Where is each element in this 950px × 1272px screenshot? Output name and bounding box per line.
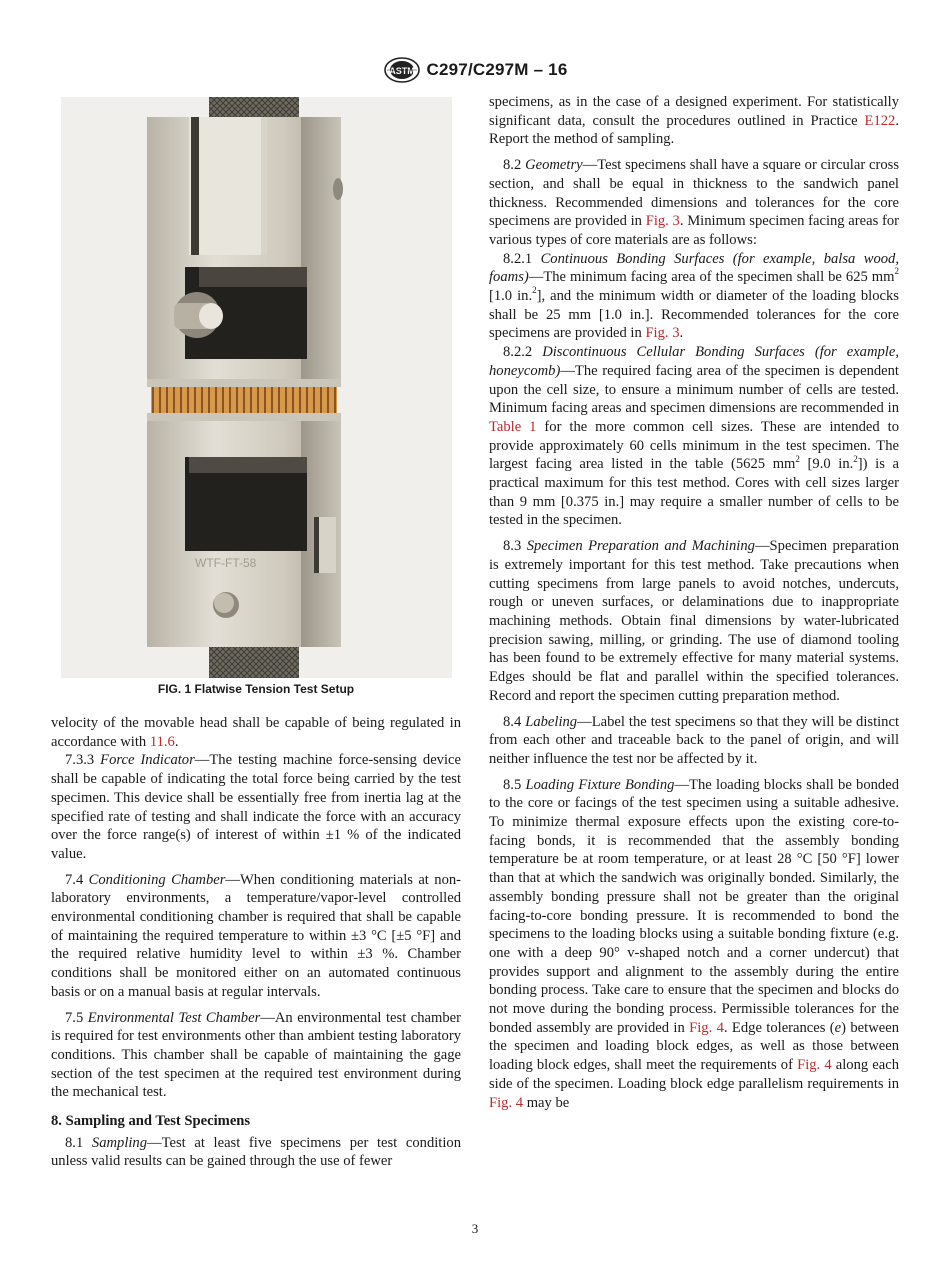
link-section-11-6[interactable]: 11.6 xyxy=(149,733,175,750)
standard-designation: C297/C297M – 16 xyxy=(426,60,568,79)
figure-1-photo xyxy=(61,97,452,678)
section-title: Loading Fixture Bonding xyxy=(525,776,675,793)
paragraph-text: —The required facing area of the specimen is dependent upon the cell size, to ensure a minimum number of cells are tested. Minimum facing areas and specimen dimensions are recommended in xyxy=(489,362,899,417)
paragraph-text: . Minimum specimen facing areas for various types of core materials are as follows: xyxy=(489,213,900,248)
right-column xyxy=(489,93,899,1112)
paragraph-text: —The testing machine force-sensing device shall be capable of indicating the total force being carried by the test specimen. This device shall be essentially free from inertia lag at the specified rate of testing and shall indicate the force with an accuracy over the force range(s) of interest of within ±1 % of the indicated value. xyxy=(51,752,461,862)
section-number: 7.4 xyxy=(65,871,89,888)
paragraph-text: —The loading blocks shall be bonded to the core or facings of the test specimen using a suitable adhesive. To minimize thermal exposure effects upon the existing core-to-facing bonds, it is recommended that the assembly bonding temperature be at room temperature, or at least 28 °C [50 °F] lower than that at which the sandwich was originally bonded. Similarly, the assembly bonding pressure shall not be greater than the original facing-to-core bonding pressure. It is recommended to bond the specimens to the loading blocks using a suitable bonding fixture (e.g. one with a deep 90° v-shaped notch and a corner undercut) that provides support and alignment to the assembly during the entire bonding process. Take care to ensure that the specimen and blocks do not move during the bonding process. Permissible tolerances for the bonded assembly are provided in xyxy=(489,776,899,1036)
superscript: 2 xyxy=(853,453,858,464)
paragraph-text: —When conditioning materials at non-laboratory environments, a temperature/vapor-level controlled environmental conditioning chamber is required that shall be capable of maintaining the required temperature to within ±3 °C [±5 °F] and the required relative humidity level to within ±3 %. Chamber conditions shall be monitored either on an automated continuous basis or on a manual basis at regular intervals. xyxy=(51,871,462,1000)
link-fig-4[interactable]: Fig. 4 xyxy=(689,1019,724,1036)
paragraph-8-2 xyxy=(489,156,899,250)
paragraph-text: ], and the minimum width or diameter of the loading blocks shall be 25 mm [1.0 in.]. Recommended tolerances for the core specimens are provided in xyxy=(489,288,899,342)
left-column xyxy=(51,714,461,1171)
paragraph-text: for the more common cell sizes. These are intended to provide approximately 60 cells minimum in the test specimen. The largest facing area listed in the table (5625 mm xyxy=(489,418,900,473)
paragraph-text: specimens, as in the case of a designed experiment. For statistically significant data, consult the procedures outlined in Practice xyxy=(489,94,899,129)
section-number: 7.3.3 xyxy=(65,752,101,769)
paragraph-text: —An environmental test chamber is required for test environments other than ambient testing laboratory conditions. This chamber shall be capable of maintaining the gage section of the test specimen at the required test environment during the mechanical test. xyxy=(51,1009,461,1101)
paragraph-text: . xyxy=(174,733,179,750)
section-title: Conditioning Chamber xyxy=(88,871,226,888)
section-title: Geometry xyxy=(525,157,583,174)
paragraph-text: [1.0 in. xyxy=(489,288,533,305)
paragraph-8-2-1 xyxy=(489,250,899,344)
paragraph-text: . xyxy=(679,325,684,342)
section-number: 8.1 xyxy=(65,1134,92,1151)
link-practice-e122[interactable]: E122 xyxy=(864,112,896,129)
section-heading-8: 8. Sampling and Test Specimens xyxy=(51,1113,251,1130)
link-fig-4[interactable]: Fig. 4 xyxy=(489,1094,524,1111)
section-number: 8.3 xyxy=(503,538,527,555)
section-number: 7.5 xyxy=(65,1009,88,1026)
paragraph-text: along each side of the specimen. Loading block edge parallelism requirements in xyxy=(489,1057,900,1092)
section-title: Discontinuous Cellular Bonding Surfaces (for example, honeycomb) xyxy=(489,344,899,379)
paragraph-text: —Specimen preparation is extremely important for this test method. Take precautions when cutting specimens from large panels to avoid notches, undercuts, rough or uneven surfaces, or delaminations due to inappropriate machining methods. Obtain final dimensions by water-lubricated precision sawing, milling, or grinding. The use of diamond tooling has been found to be extremely effective for many material systems. Edges should be flat and parallel within the specified tolerances. Record and report the specimen cutting preparation method. xyxy=(489,538,899,704)
page-header xyxy=(0,55,950,85)
paragraph-7-4 xyxy=(51,871,461,1002)
figure-caption: FIG. 1 Flatwise Tension Test Setup xyxy=(157,682,355,696)
paragraph-text: ]) is a practical maximum for this test method. Cores with cell sizes larger than 9 mm [0.375 in.] may require a smaller number of cells to be tested in the specimen. xyxy=(489,456,900,529)
link-table-1[interactable]: Table 1 xyxy=(489,418,537,435)
flatwise-tension-fixture-image xyxy=(61,97,452,678)
superscript: 2 xyxy=(894,266,899,277)
section-number: 8.5 xyxy=(503,776,526,793)
paragraph-text: velocity of the movable head shall be capable of being regulated in accordance with xyxy=(51,715,461,750)
section-title: Labeling xyxy=(525,713,578,730)
section-number: 8.2.2 xyxy=(503,344,543,361)
svg-text:ASTM: ASTM xyxy=(388,66,415,76)
link-fig-3[interactable]: Fig. 3 xyxy=(645,325,680,342)
paragraph-text: —Test specimens shall have a square or circular cross section, and shall be equal in thickness to the sandwich panel thickness. Recommended dimensions and tolerances for the core specimens are provided in xyxy=(489,157,900,230)
paragraph-7-5 xyxy=(51,1009,461,1103)
link-fig-4[interactable]: Fig. 4 xyxy=(797,1057,832,1074)
paragraph-text: [9.0 in. xyxy=(799,456,854,473)
section-number: 8.4 xyxy=(503,713,526,730)
superscript: 2 xyxy=(532,285,537,296)
paragraph-text: —Label the test specimens so that they will be distinct from each other and traceable back to the panel of origin, and will neither influence the test nor be affected by it. xyxy=(489,713,900,767)
paragraph-7-3-3 xyxy=(51,751,461,863)
section-number: 8.2 xyxy=(503,157,526,174)
paragraph-text: . Edge tolerances ( xyxy=(723,1019,835,1036)
section-number: 8.2.1 xyxy=(503,250,541,267)
paragraph-8-3 xyxy=(489,537,899,705)
fixture-engraving: WTF-FT-58 xyxy=(195,556,257,570)
paragraph-8-5 xyxy=(489,776,899,1113)
paragraph-text: ) between the specimen and loading block edges, as well as those between loading block edges, shall meet the requirements of xyxy=(489,1019,899,1074)
astm-logo-icon xyxy=(383,57,421,83)
paragraph-text: —Test at least five specimens per test condition unless valid results can be gained through the use of fewer xyxy=(51,1134,461,1170)
paragraph-8-1-continued xyxy=(489,93,899,149)
paragraph-text: . Report the method of sampling. xyxy=(489,112,899,148)
paragraph-8-2-2 xyxy=(489,343,899,530)
section-title: Sampling xyxy=(91,1134,148,1151)
link-fig-3[interactable]: Fig. 3 xyxy=(645,213,680,230)
section-title: Force Indicator xyxy=(100,752,195,769)
paragraph-text: —The minimum facing area of the specimen shall be 625 mm xyxy=(528,269,895,286)
section-title: Continuous Bonding Surfaces (for example, balsa wood, foams) xyxy=(489,250,899,286)
superscript: 2 xyxy=(795,453,800,464)
paragraph-8-4 xyxy=(489,713,899,769)
section-title: Specimen Preparation and Machining xyxy=(526,538,755,555)
paragraph-8-1 xyxy=(51,1134,461,1171)
paragraph-text: may be xyxy=(523,1094,570,1111)
variable-e: e xyxy=(834,1019,842,1036)
page-number: 3 xyxy=(471,1221,479,1236)
section-title: Environmental Test Chamber xyxy=(87,1009,261,1026)
paragraph-7-3-2-continued xyxy=(51,714,461,751)
